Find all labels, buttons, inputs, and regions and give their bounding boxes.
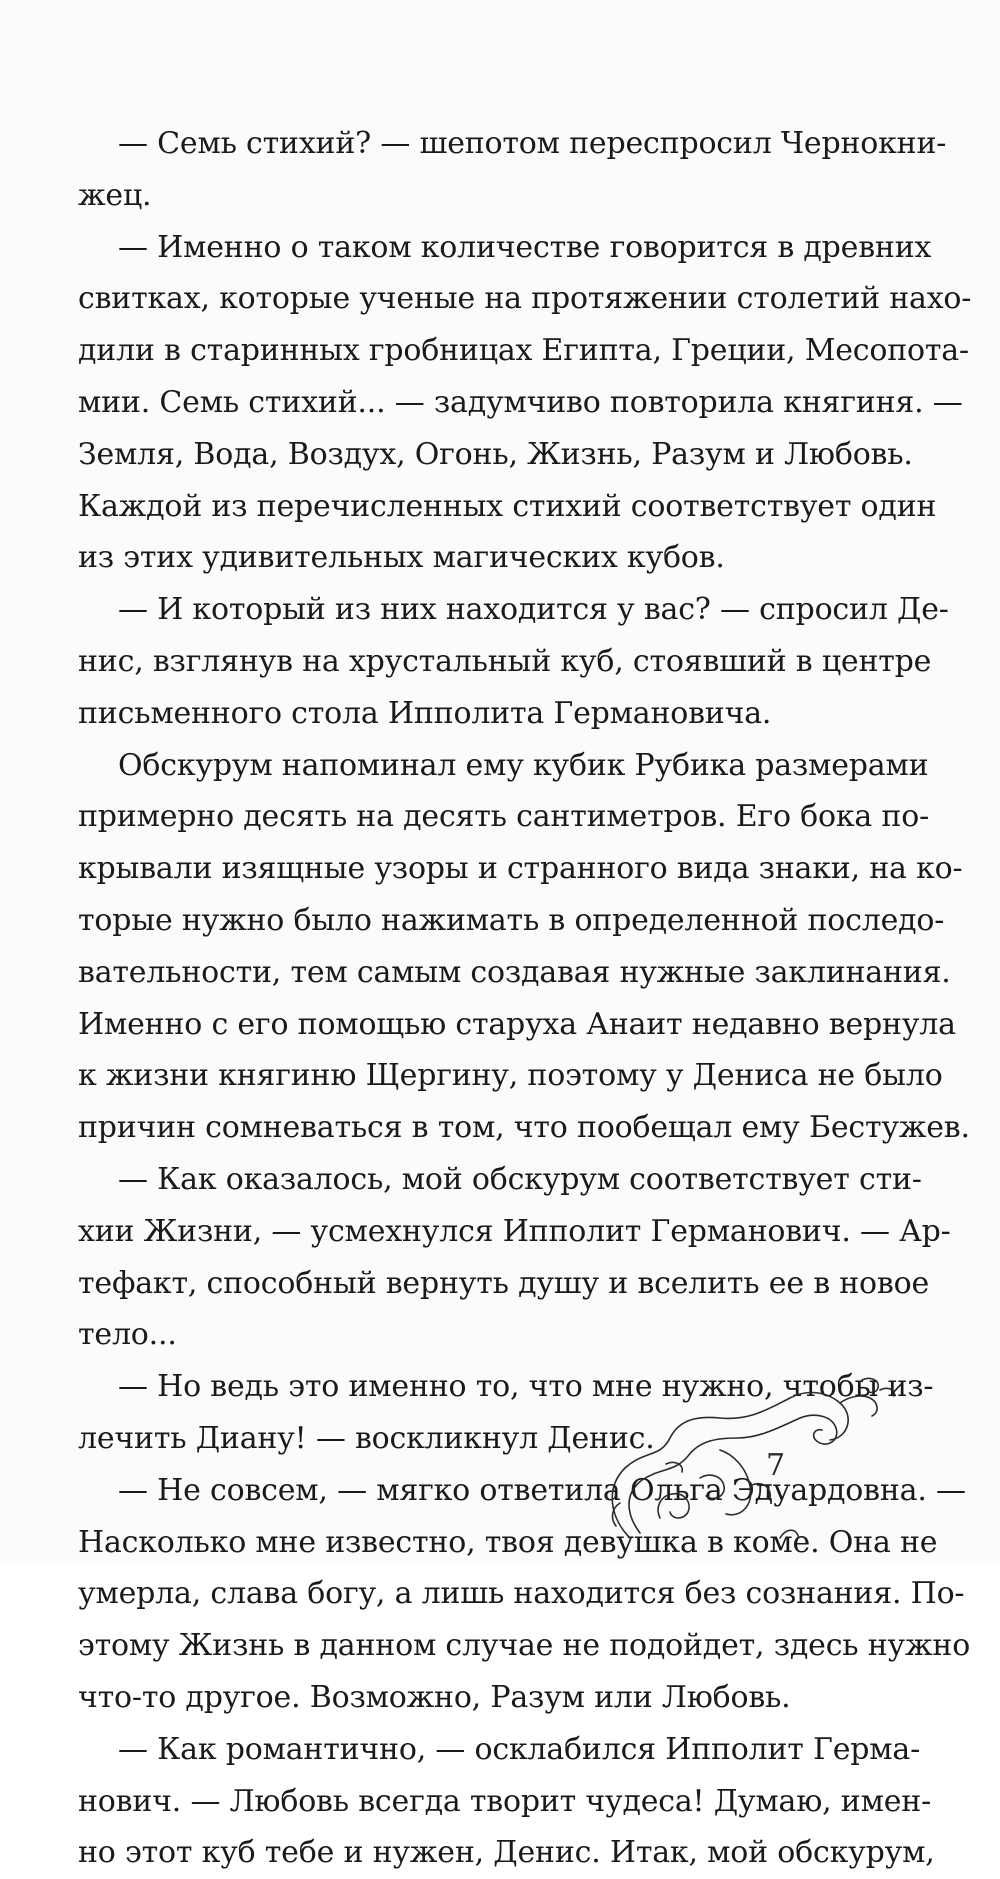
text-line: тефакт, способный вернуть душу и вселить ее в новое	[78, 1265, 930, 1301]
text-line: письменного стола Ипполита Германовича.	[78, 695, 772, 731]
text-line: жец.	[78, 177, 152, 213]
text-line: торые нужно было нажимать в определенной последо-	[78, 902, 945, 938]
text-line: — И который из них находится у вас? — спросил Де-	[118, 592, 949, 628]
body-text	[78, 118, 972, 1879]
text-line: что-то другое. Возможно, Разум или Любовь.	[78, 1679, 791, 1715]
text-line: Обскурум напоминал ему кубик Рубика размерами	[118, 747, 929, 783]
text-line: — Именно о таком количестве говорится в древних	[118, 229, 932, 265]
text-line: вательности, тем самым создавая нужные заклинания.	[78, 954, 951, 990]
text-line: причин сомневаться в том, что пообещал ему Бестужев.	[78, 1110, 970, 1146]
text-line: Каждой из перечисленных стихий соответствует один	[78, 488, 937, 524]
text-line: примерно десять на десять сантиметров. Его бока по-	[78, 799, 930, 835]
text-line: — Как оказалось, мой обскурум соответствует сти-	[118, 1161, 922, 1197]
text-line: — Как романтично, — осклабился Ипполит Герма-	[118, 1731, 921, 1767]
text-line: нис, взглянув на хрустальный куб, стоявший в центре	[78, 643, 932, 679]
text-line: — Но ведь это именно то, что мне нужно, чтобы из-	[118, 1369, 934, 1405]
text-line: мии. Семь стихий... — задумчиво повторила княгиня. —	[78, 384, 963, 420]
text-line: к жизни княгиню Щергину, поэтому у Дениса не было	[78, 1058, 943, 1094]
text-line: нович. — Любовь всегда творит чудеса! Думаю, имен-	[78, 1783, 932, 1819]
text-line: умерла, слава богу, а лишь находится без сознания. По-	[78, 1576, 965, 1612]
text-line: этому Жизнь в данном случае не подойдет, здесь нужно	[78, 1628, 971, 1664]
text-line: свитках, которые ученые на протяжении столетий нахо-	[78, 281, 972, 317]
page-number: 7	[766, 1448, 786, 1483]
text-line: из этих удивительных магических кубов.	[78, 540, 725, 576]
text-line: лечить Диану! — воскликнул Денис.	[78, 1420, 655, 1456]
text-line: Насколько мне известно, твоя девушка в коме. Она не	[78, 1524, 938, 1560]
text-line: крывали изящные узоры и странного вида знаки, на ко-	[78, 851, 963, 887]
text-line: — Не совсем, — мягко ответила Ольга Эдуардовна. —	[118, 1472, 966, 1508]
text-line: дили в старинных гробницах Египта, Греции, Месопота-	[78, 333, 969, 369]
text-line: Именно с его помощью старуха Анаит недавно вернула	[78, 1006, 956, 1042]
decorative-swirl-icon	[600, 1368, 900, 1548]
text-line: но этот куб тебе и нужен, Денис. Итак, мой обскурум,	[78, 1835, 935, 1871]
text-line: тело...	[78, 1317, 177, 1353]
text-line: хии Жизни, — усмехнулся Ипполит Германович. — Ар-	[78, 1213, 951, 1249]
text-line: — Семь стихий? — шепотом переспросил Чернокни-	[118, 126, 947, 161]
text-line: Земля, Вода, Воздух, Огонь, Жизнь, Разум и Любовь.	[78, 436, 913, 472]
